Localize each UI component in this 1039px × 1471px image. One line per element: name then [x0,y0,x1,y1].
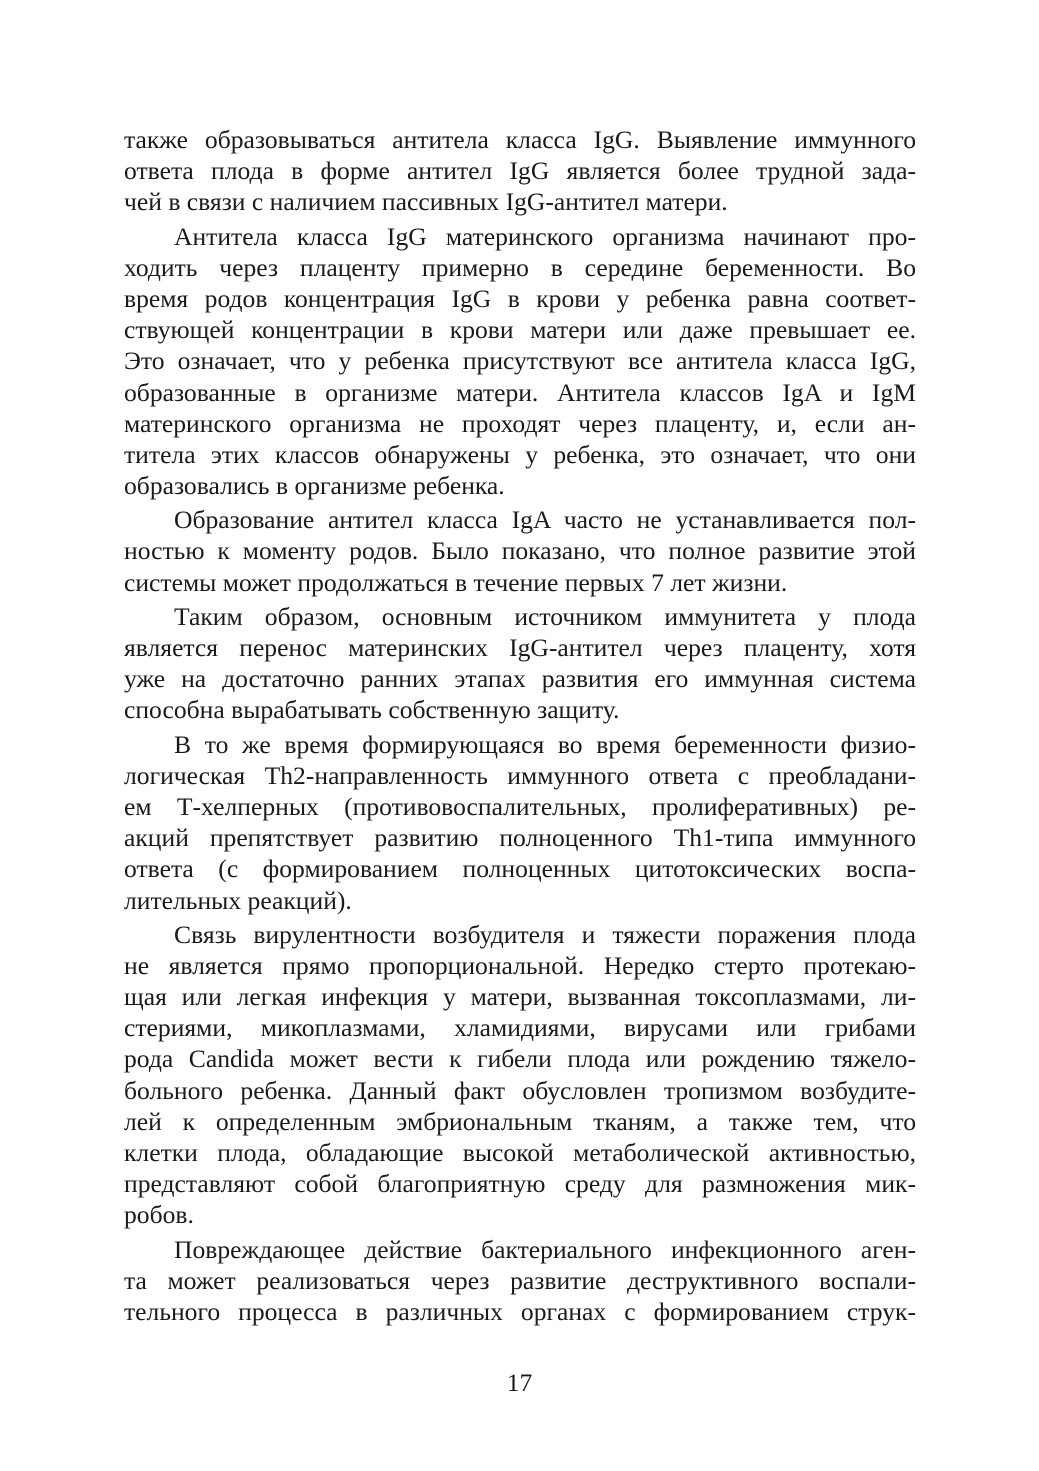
text-line: уже на достаточно ранних этапах развития его иммунная система [124,664,916,694]
text-line: логическая Th2-направленность иммунного ответа с преобладани- [124,760,916,790]
text-line: ответа плода в форме антител IgG является более трудной зада- [124,156,916,186]
text-line: Антитела класса IgG материнского организма начинают про- [174,221,916,251]
paragraph-7 [124,1234,916,1328]
paragraph-2 [124,221,916,502]
page-number: 17 [506,1368,533,1397]
text-line: является перенос материнских IgG-антител через плаценту, хотя [124,633,916,662]
text-line: также образовываться антитела класса IgG. Выявление иммунного [124,125,916,154]
text-line: больного ребенка. Данный факт обусловлен тропизмом возбудите- [124,1075,916,1105]
text-line: лительных реакций). [124,885,352,915]
text-line: рода Candida может вести к гибели плода или рождению тяжело- [124,1044,916,1074]
text-line: робов. [124,1200,194,1230]
text-line: Это означает, что у ребенка присутствуют все антитела класса IgG, [124,346,916,376]
text-line: ствующей концентрации в крови матери или даже превышает ее. [124,315,916,345]
text-line: чей в связи с наличием пассивных IgG-антител матери. [124,187,728,217]
paragraph-6 [124,919,916,1231]
text-line: ностью к моменту родов. Было показано, что полное развитие этой [124,536,916,566]
text-line: клетки плода, обладающие высокой метаболической активностью, [124,1138,916,1167]
text-line: ходить через плаценту примерно в середине беременности. Во [124,252,916,282]
text-line: способна вырабатывать собственную защиту. [124,695,620,725]
text-line: образованные в организме матери. Антитела классов IgA и IgM [124,377,916,407]
text-line: щая или легкая инфекция у матери, вызванная токсоплазмами, ли- [124,982,916,1012]
text-line: тельного процесса в различных органах с формированием струк- [124,1296,916,1326]
paragraph-1 [124,124,916,218]
text-line: Связь вирулентности возбудителя и тяжести поражения плода [174,919,916,949]
text-line: системы может продолжаться в течение первых 7 лет жизни. [124,567,788,597]
paragraph-3 [124,504,916,598]
text-line: Образование антител класса IgA часто не устанавливается пол- [174,505,916,535]
text-line: Таким образом, основным источником иммунитета у плода [174,601,916,631]
paragraph-4 [124,601,916,726]
text-line: В то же время формирующаяся во время беременности физио- [174,729,916,759]
paragraph-5 [124,729,916,916]
text-line: материнского организма не проходят через плаценту, и, если ан- [124,408,916,438]
text-line: ем Т-хелперных (противовоспалительных, пролиферативных) ре- [124,791,916,821]
text-line: титела этих классов обнаружены у ребенка, это означает, что они [124,439,916,469]
text-line: та может реализоваться через развитие деструктивного воспали- [124,1265,916,1295]
text-line: акций препятствует развитию полноценного Th1-типа иммунного [124,823,916,853]
text-line: стериями, микоплазмами, хламидиями, вирусами или грибами [124,1013,916,1043]
text-line: время родов концентрация IgG в крови у ребенка равна соответ- [124,283,916,313]
text-line: Повреждающее действие бактериального инфекционного аген- [174,1234,916,1264]
page-body [124,124,916,1327]
text-line: не является прямо пропорциональной. Нередко стерто протекаю- [124,950,916,980]
text-line: представляют собой благоприятную среду для размножения мик- [124,1169,916,1199]
text-line: лей к определенным эмбриональным тканям, а также тем, что [124,1106,916,1136]
text-line: образовались в организме ребенка. [124,471,505,501]
text-line: ответа (с формированием полноценных цитотоксических воспа- [124,854,916,884]
